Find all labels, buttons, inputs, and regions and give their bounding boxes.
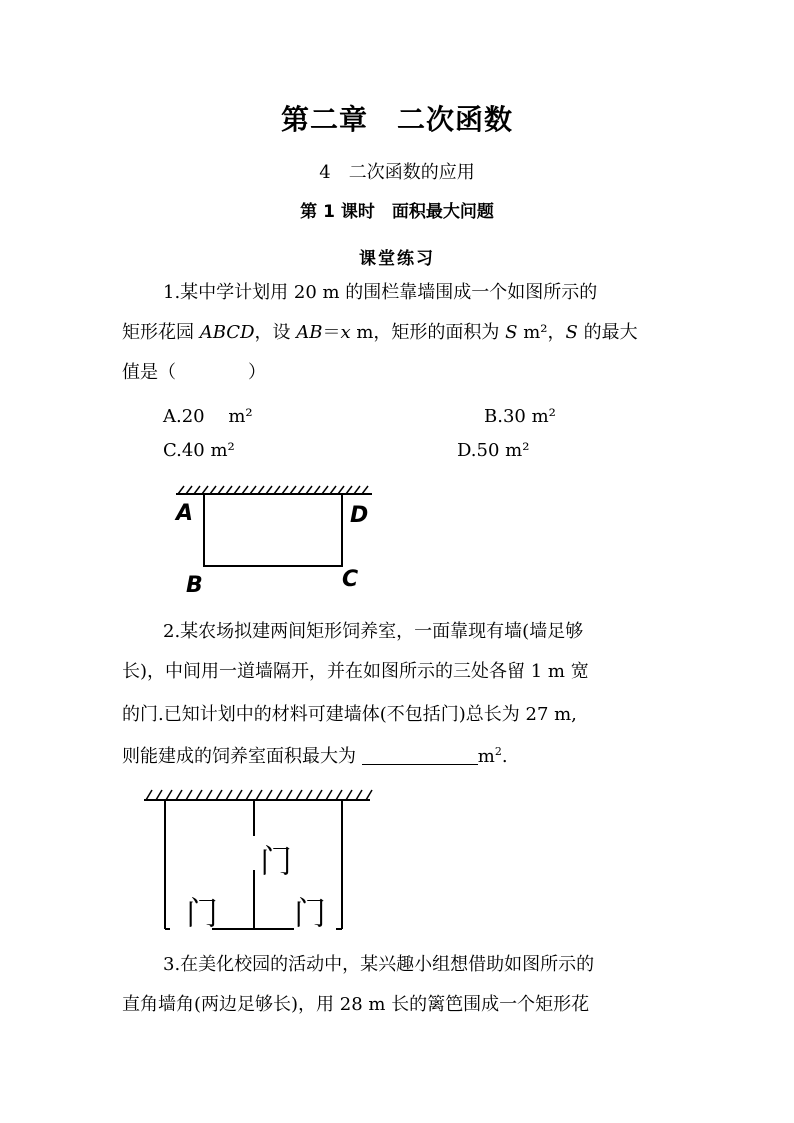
q1-figure bbox=[170, 484, 380, 600]
practice-heading: 课堂练习 bbox=[359, 249, 435, 269]
door-top-label: 门 bbox=[260, 842, 293, 880]
q2-line-2: 长)，中间用一道墙隔开，并在如图所示的三处各留 1 m 宽 bbox=[122, 661, 589, 682]
lesson-title: 第 1 课时 面积最大问题 bbox=[300, 202, 494, 222]
q2-line-3: 的门.已知计划中的材料可建墙体(不包括门)总长为 27 m, bbox=[122, 704, 577, 725]
wall-hatching bbox=[176, 486, 372, 494]
label-d: D bbox=[350, 503, 369, 528]
q1-option-d: D.50 m² bbox=[457, 440, 530, 461]
q2-line-1: 2.某农场拟建两间矩形饲养室，一面靠现有墙(墙足够 bbox=[163, 621, 584, 642]
fence-rectangle bbox=[204, 494, 342, 566]
label-c: C bbox=[342, 567, 359, 592]
q1-option-a: A.20 m² bbox=[163, 406, 253, 427]
q1-line-2: 矩形花园 ABCD，设 AB＝x m，矩形的面积为 S m²，S 的最大 bbox=[122, 322, 638, 343]
wall-hatching bbox=[144, 790, 372, 800]
label-a: A bbox=[176, 501, 194, 526]
door-right-label: 门 bbox=[294, 894, 327, 932]
q3-line-1: 3.在美化校园的活动中，某兴趣小组想借助如图所示的 bbox=[163, 954, 595, 975]
q1-option-b: B.30 m² bbox=[484, 406, 556, 427]
q1-line-3: 值是（ ） bbox=[122, 362, 266, 383]
door-left-label: 门 bbox=[186, 894, 219, 932]
chapter-title: 第二章 二次函数 bbox=[280, 103, 513, 136]
section-title: 4 二次函数的应用 bbox=[319, 162, 475, 183]
label-b: B bbox=[186, 573, 203, 598]
q2-line-4: 则能建成的饲养室面积最大为 $m^2$. bbox=[122, 745, 508, 767]
q2-figure bbox=[140, 786, 380, 936]
q3-line-2: 直角墙角(两边足够长)，用 28 m 长的篱笆围成一个矩形花 bbox=[122, 994, 590, 1015]
q1-option-c: C.40 m² bbox=[163, 440, 235, 461]
answer-blank bbox=[362, 746, 478, 765]
q1-line-1: 1.某中学计划用 20 m 的围栏靠墙围成一个如图所示的 bbox=[163, 282, 598, 303]
